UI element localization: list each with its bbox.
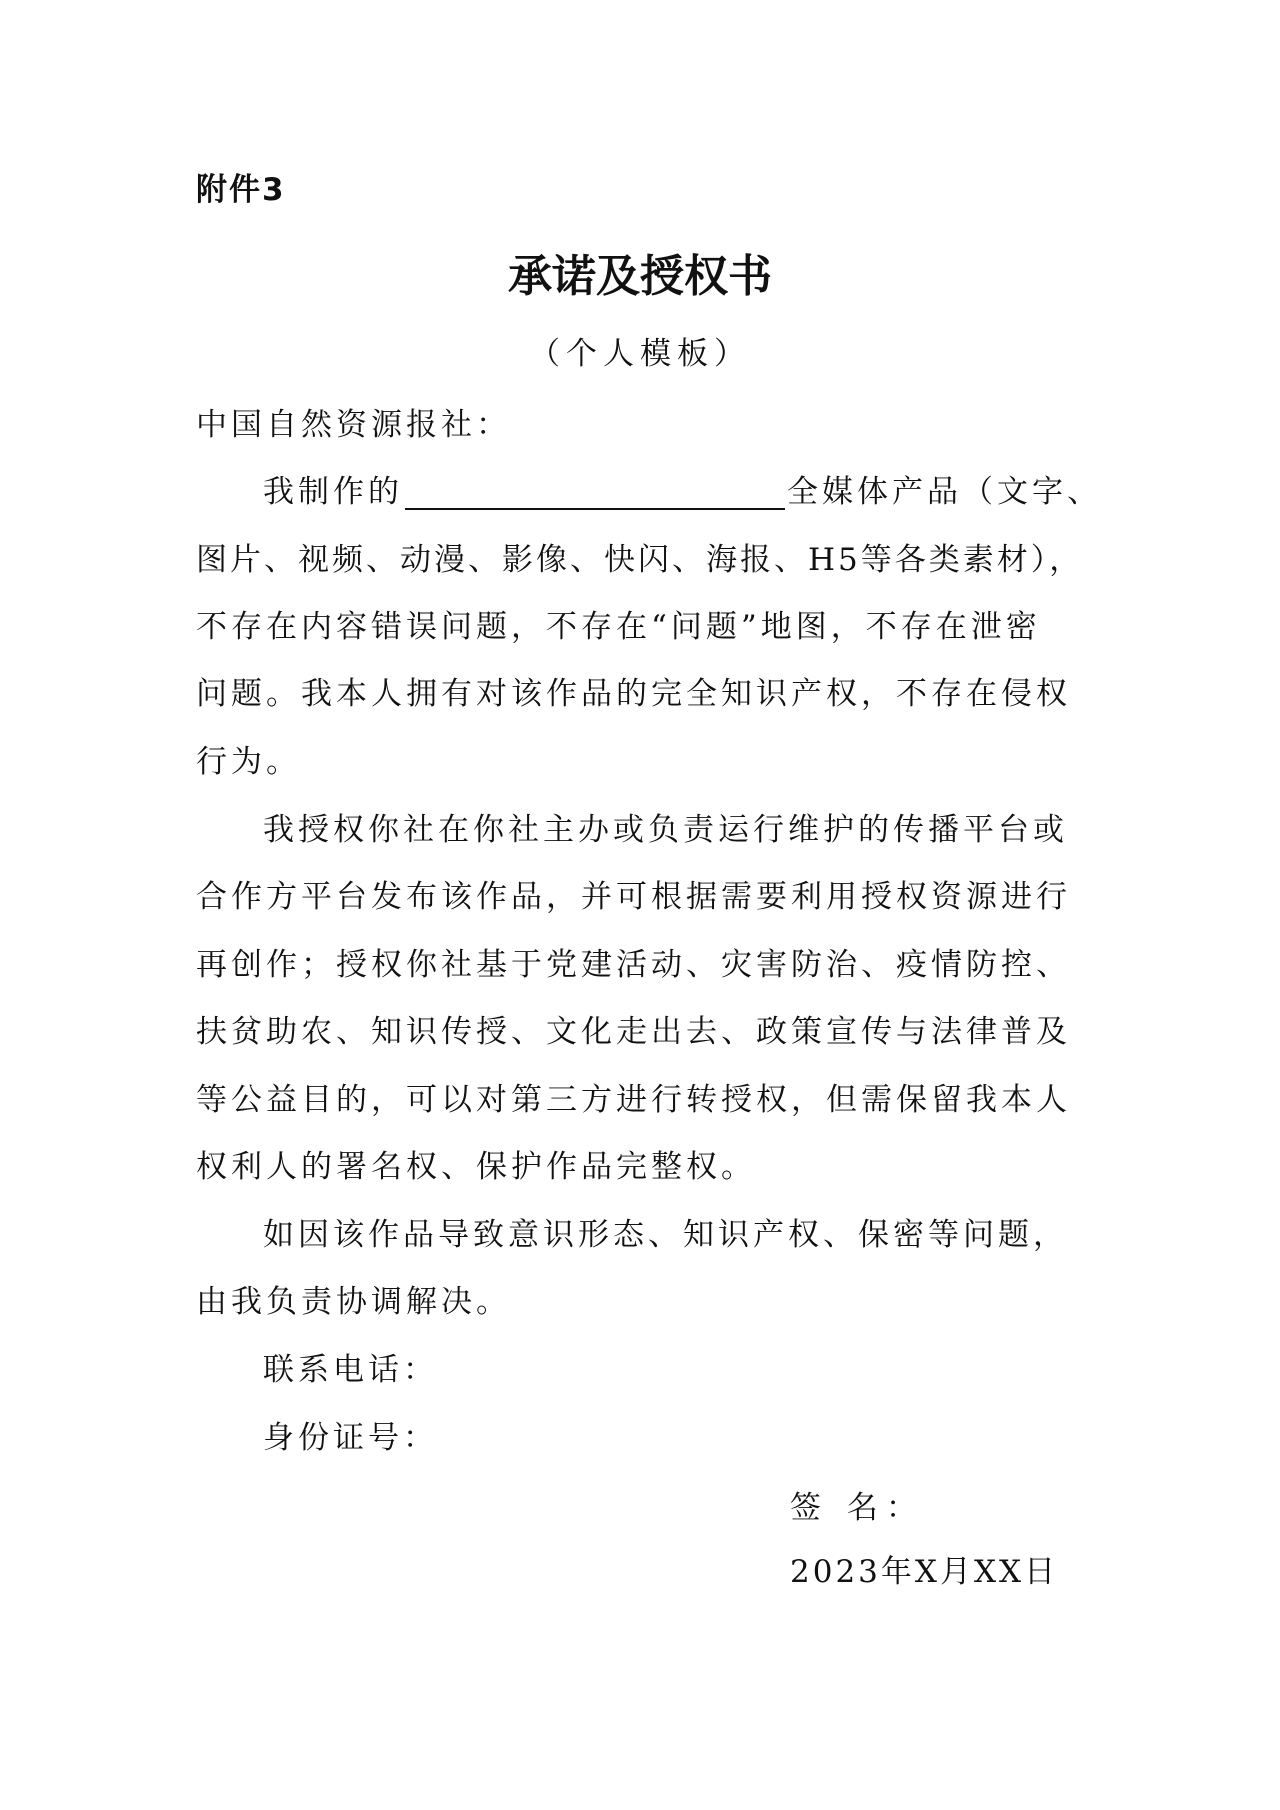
para1-line1-start: 我制作的	[263, 474, 403, 510]
para1-line4: 问题。我本人拥有对该作品的完全知识产权，不存在侵权	[196, 676, 1071, 712]
product-name-blank[interactable]	[405, 474, 785, 510]
para2-line5: 等公益目的，可以对第三方进行转授权，但需保留我本人	[196, 1082, 1071, 1118]
signature-label: 签 名：	[790, 1490, 925, 1526]
para1-line1	[263, 470, 1102, 514]
para1-line5: 行为。	[196, 744, 301, 780]
para2-line1: 我授权你社在你社主办或负责运行维护的传播平台或	[263, 812, 1068, 848]
para1-line3: 不存在内容错误问题，不存在“问题”地图，不存在泄密	[196, 609, 1041, 645]
para1-line2: 图片、视频、动漫、影像、快闪、海报、H5等各类素材），	[196, 542, 1084, 578]
para3-line1: 如因该作品导致意识形态、知识产权、保密等问题，	[263, 1217, 1068, 1253]
signature-date: 2023年X月XX日	[790, 1554, 1059, 1590]
document-subtitle: （个人模板）	[529, 336, 751, 372]
attachment-label: 附件3	[196, 172, 286, 208]
document-title: 承诺及授权书	[508, 251, 772, 302]
para3-line2: 由我负责协调解决。	[196, 1284, 511, 1320]
contact-phone-label: 联系电话：	[263, 1352, 438, 1388]
para2-line4: 扶贫助农、知识传授、文化走出去、政策宣传与法律普及	[196, 1014, 1071, 1050]
para2-line2: 合作方平台发布该作品，并可根据需要利用授权资源进行	[196, 879, 1071, 915]
para2-line3: 再创作；授权你社基于党建活动、灾害防治、疫情防控、	[196, 947, 1071, 983]
para2-line6: 权利人的署名权、保护作品完整权。	[196, 1149, 756, 1185]
addressee: 中国自然资源报社：	[196, 407, 511, 443]
id-number-label: 身份证号：	[263, 1420, 438, 1456]
para1-line1-end: 全媒体产品（文字、	[787, 474, 1102, 510]
